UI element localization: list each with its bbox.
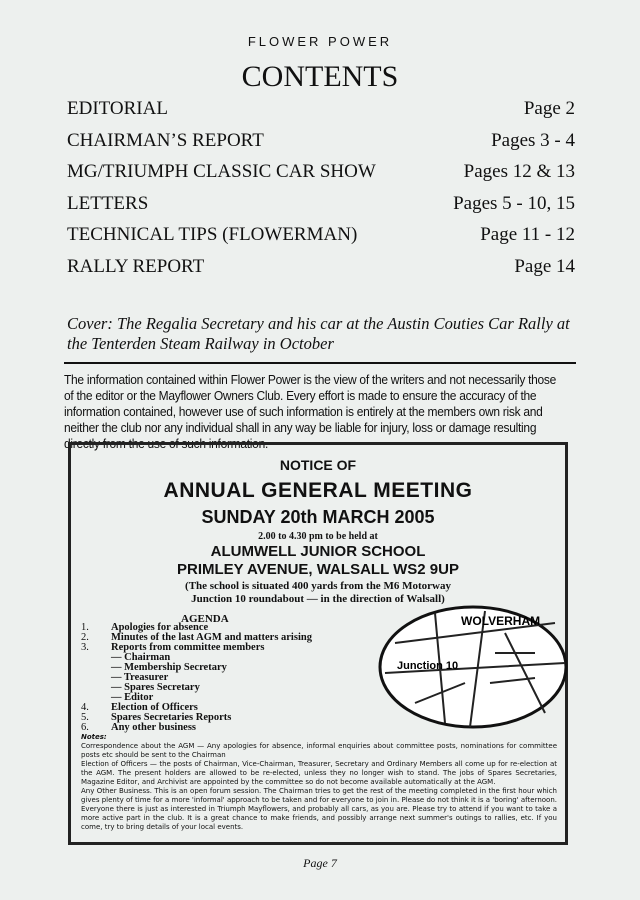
agenda-item: 2. Minutes of the last AGM and matters arising	[81, 632, 312, 643]
contents-item: CHAIRMAN’S REPORT	[67, 129, 264, 151]
running-header: FLOWER POWER	[247, 34, 393, 49]
contents-item: EDITORIAL	[67, 98, 168, 119]
notice-date: SUNDAY 20th MARCH 2005	[201, 507, 435, 527]
agenda-item: 1. Apologies for absence	[81, 622, 209, 633]
contents-row	[67, 161, 575, 183]
contents-page: Page 14	[514, 255, 575, 277]
location-map	[375, 603, 571, 731]
contents-row	[67, 256, 575, 278]
notice-heading: ANNUAL GENERAL MEETING	[163, 479, 473, 502]
notice-time: 2.00 to 4.30 pm to be held at	[258, 531, 378, 542]
contents-page: Pages 3 - 4	[491, 129, 575, 151]
contents-row	[67, 193, 575, 215]
contents-item: MG/TRIUMPH CLASSIC CAR SHOW	[67, 161, 376, 182]
agm-notice	[68, 442, 568, 845]
contents-page: Pages 5 - 10, 15	[453, 192, 575, 214]
note: Any Other Business. This is an open forum session. The Chairman tries to get the rest of the meeting completed in the first hour which gives plenty of time for a more 'informal' approach to be taken and for everyone to join in. Please do not think it is a 'boring' afternoon. Everyone there is just as interested in Triumph Mayflowers, and probably all cars, as you are. Please try to attend if you want to take a more active part in the club. It is a great chance to make friends, and possibly arrange next summer's outings to rallies, etc. If you come, try to bring details of your local events.	[81, 787, 557, 831]
svg-text:WOLVERHAM: WOLVERHAM	[461, 614, 541, 628]
contents-item: RALLY REPORT	[67, 255, 205, 277]
cover-caption: Cover: The Regalia Secretary and his car at the Austin Couties Car Rally at the Tenterden Steam Railway in October	[67, 314, 570, 353]
contents-item: TECHNICAL TIPS (FLOWERMAN)	[67, 224, 358, 245]
agenda-item: — Editor	[111, 692, 154, 703]
notes	[81, 733, 557, 832]
disclaimer: The information contained within Flower Power is the view of the writers and not necessarily those of the editor or the Mayflower Owners Club. Every effort is made to ensure the accuracy of the information contained, however use of such information is entirely at the members own risk and neither the club nor any individual shall in any way be liable for injury, loss or damage resulting directly from the use of such information.	[64, 373, 557, 451]
agenda-item: 6. Any other business	[81, 722, 196, 733]
notes-title: Notes:	[81, 733, 107, 741]
page-title: CONTENTS	[241, 60, 399, 93]
note: Election of Officers — the posts of Chairman, Vice-Chairman, Treasurer, Secretary and Ordinary Members all come up for re-election at the AGM. The present holders are allowed to be re-elected, unless they no longer wish to stand. The jobs of Spares Secretaries, Magazine Editor, and Archivist are appointed by the committee so do not become available automatically at the AGM.	[81, 760, 557, 786]
svg-text:Junction 10: Junction 10	[397, 660, 459, 672]
contents-item: LETTERS	[67, 192, 149, 214]
venue-line-2: PRIMLEY AVENUE, WALSALL WS2 9UP	[177, 561, 459, 578]
agenda-item: 3. Reports from committee members	[81, 642, 265, 653]
page-number: Page 7	[303, 856, 337, 870]
agenda-item: — Spares Secretary	[111, 682, 200, 693]
note: Correspondence about the AGM — Any apologies for absence, informal enquiries about committee posts, nominations for committee posts etc should be sent to the Chairman	[81, 742, 557, 759]
directions-1: (The school is situated 400 yards from the M6 Motorway	[185, 580, 451, 592]
agenda-title: AGENDA	[181, 613, 229, 625]
divider	[64, 362, 576, 364]
directions-2: Junction 10 roundabout — in the direction of Walsall)	[191, 593, 445, 605]
contents-row	[67, 224, 575, 246]
agenda-item: 4. Election of Officers	[81, 702, 198, 713]
agenda-item: — Treasurer	[111, 672, 169, 683]
contents-page: Pages 12 & 13	[463, 161, 575, 182]
agenda-item: — Chairman	[111, 652, 171, 663]
contents-page: Page 11 - 12	[480, 224, 575, 245]
contents-page: Page 2	[523, 98, 575, 119]
agenda-item: 5. Spares Secretaries Reports	[81, 712, 232, 723]
contents-row	[67, 98, 575, 120]
agenda-item: — Membership Secretary	[111, 662, 227, 673]
notice-kicker: NOTICE OF	[279, 457, 357, 473]
contents-row	[67, 130, 575, 152]
venue-line-1: ALUMWELL JUNIOR SCHOOL	[210, 543, 426, 560]
